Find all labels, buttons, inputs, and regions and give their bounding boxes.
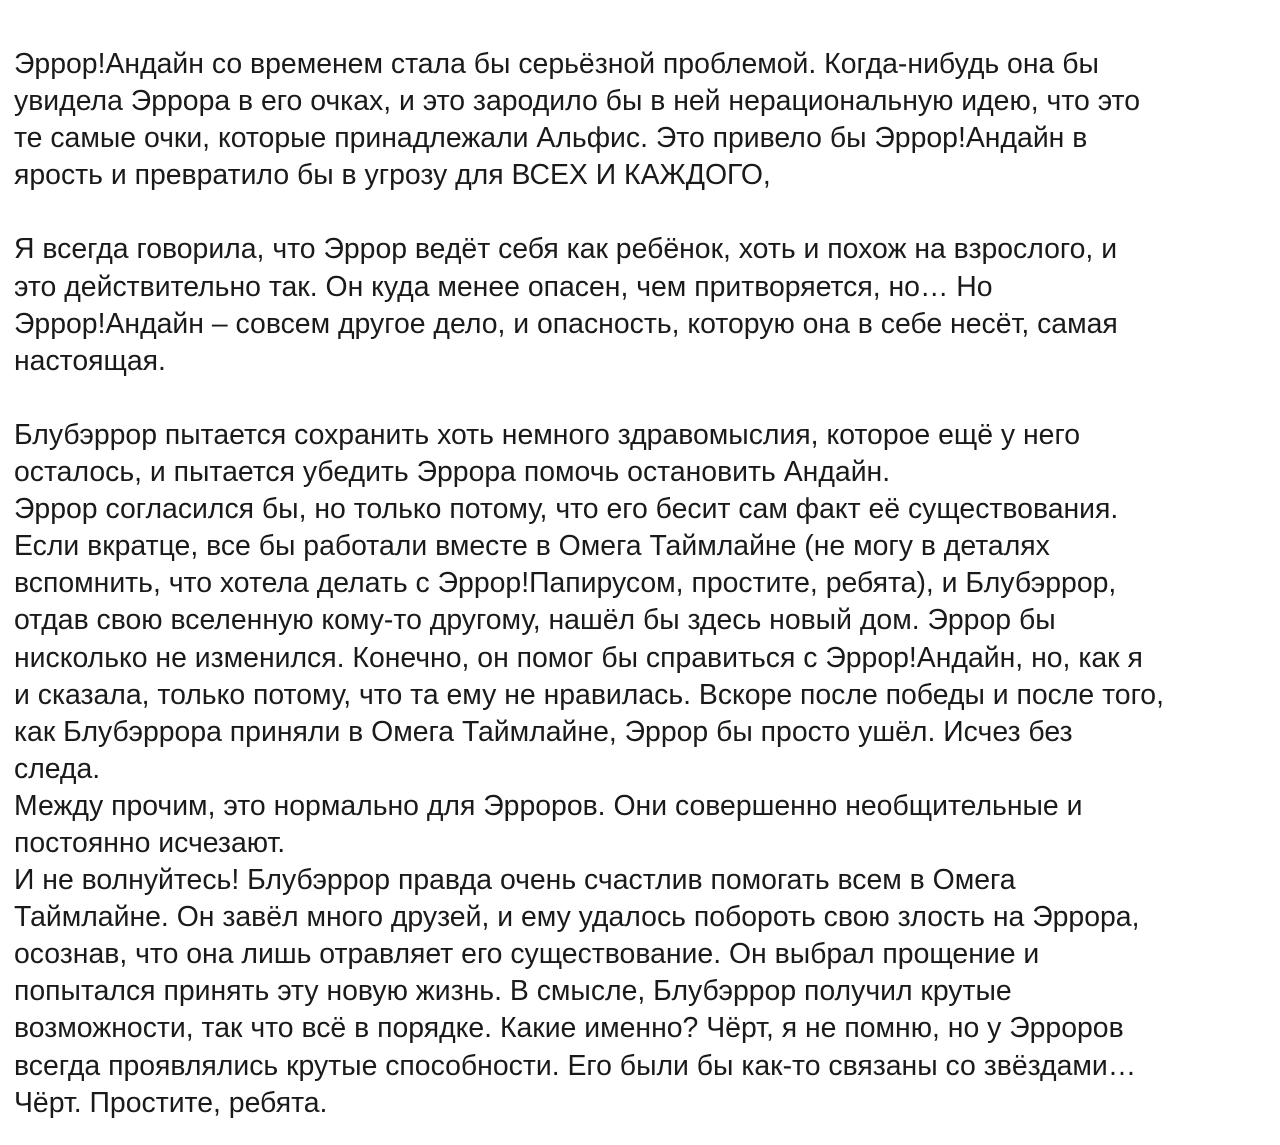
text-line: отдав свою вселенную кому-то другому, нашёл бы здесь новый дом. Эррор бы: [14, 604, 1056, 637]
text-line: увидела Эррора в его очках, и это зародило бы в ней нерациональную идею, что это: [14, 85, 1141, 118]
paragraph-1: [14, 46, 1276, 194]
text-line: Если вкратце, все бы работали вместе в Омега Таймлайне (не могу в деталях: [14, 530, 1050, 563]
text-line: те самые очки, которые принадлежали Альфис. Это привело бы Эррор!Андайн в: [14, 122, 1088, 155]
text-line: осталось, и пытается убедить Эррора помочь остановить Андайн.: [14, 456, 891, 489]
text-line: и сказала, только потому, что та ему не нравилась. Вскоре после победы и после того,: [14, 678, 1164, 711]
text-line: настоящая.: [14, 344, 166, 377]
text-line: Между прочим, это нормально для Эрроров. Они совершенно необщительные и: [14, 789, 1083, 822]
text-line: попытался принять эту новую жизнь. В смысле, Блубэррор получил крутые: [14, 975, 1012, 1008]
text-line: Эррор!Андайн – совсем другое дело, и опасность, которую она в себе несёт, самая: [14, 307, 1118, 340]
paragraph-2: [14, 231, 1276, 379]
text-line: возможности, так что всё в порядке. Какие именно? Чёрт, я не помню, но у Эрроров: [14, 1012, 1124, 1045]
text-line: это действительно так. Он куда менее опасен, чем притворяется, но… Но: [14, 270, 993, 303]
text-line: ярость и превратило бы в угрозу для ВСЕХ И КАЖДОГО,: [14, 159, 771, 192]
text-line: Эррор!Андайн со временем стала бы серьёзной проблемой. Когда-нибудь она бы: [14, 48, 1099, 80]
text-line: Блубэррор пытается сохранить хоть немного здравомыслия, которое ещё у него: [14, 418, 1080, 451]
text-line: Я всегда говорила, что Эррор ведёт себя как ребёнок, хоть и похож на взрослого, и: [14, 233, 1118, 266]
text-line: вспомнить, что хотела делать с Эррор!Папирусом, простите, ребята), и Блубэррор,: [14, 567, 1117, 600]
text-line: И не волнуйтесь! Блубэррор правда очень счастлив помогать всем в Омега: [14, 864, 1016, 897]
text-line: следа.: [14, 752, 101, 785]
paragraph-gap: [14, 194, 1276, 231]
text-line: постоянно исчезают.: [14, 826, 286, 859]
text-line: Таймлайне. Он завёл много друзей, и ему удалось побороть свою злость на Эррора,: [14, 901, 1140, 934]
text-line: как Блубэррора приняли в Омега Таймлайне, Эррор бы просто ушёл. Исчез без: [14, 715, 1073, 748]
text-line: Чёрт. Простите, ребята.: [14, 1086, 328, 1119]
paragraph-3: [14, 417, 1276, 1122]
document-body: [14, 46, 1276, 1122]
text-line: Эррор согласился бы, но только потому, что его бесит сам факт её существования.: [14, 493, 1119, 526]
text-line: нисколько не изменился. Конечно, он помог бы справиться с Эррор!Андайн, но, как я: [14, 641, 1143, 674]
text-line: осознав, что она лишь отравляет его существование. Он выбрал прощение и: [14, 938, 1040, 971]
paragraph-gap: [14, 380, 1276, 417]
text-line: всегда проявлялись крутые способности. Его были бы как-то связаны со звёздами…: [14, 1049, 1137, 1082]
